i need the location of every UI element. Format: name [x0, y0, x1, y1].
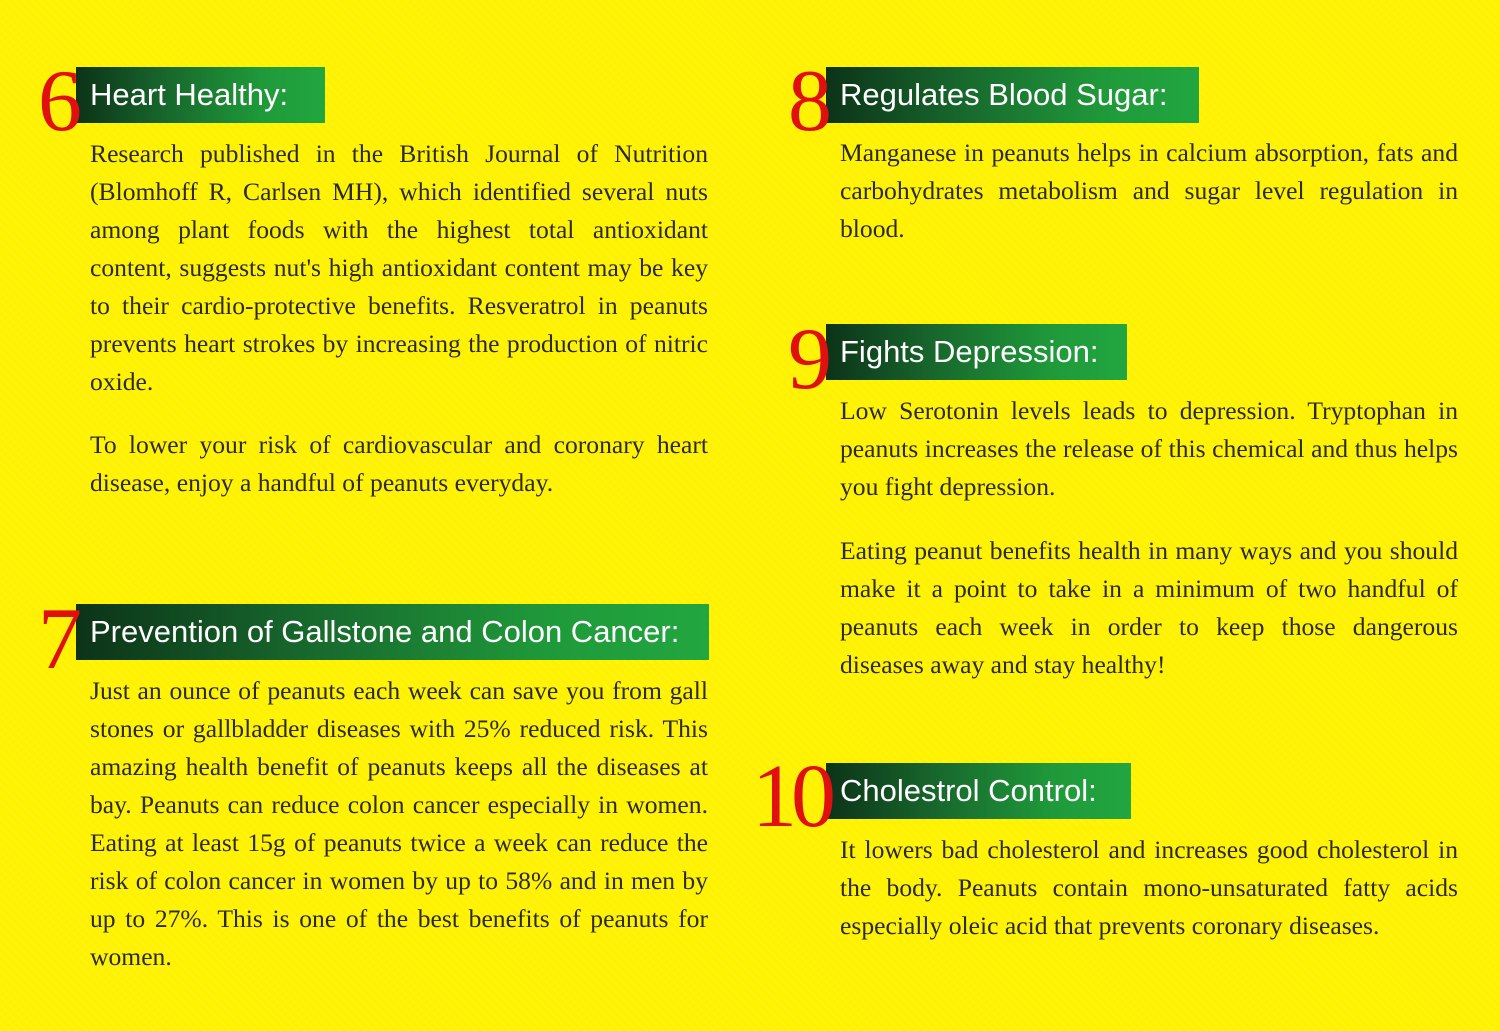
section-number: 8 — [788, 53, 826, 150]
section-paragraph: To lower your risk of cardiovascular and coronary heart disease, enjoy a handful of peanuts everyday. — [90, 430, 708, 497]
section-title-banner: Regulates Blood Sugar: — [826, 67, 1199, 123]
section-number: 10 — [752, 747, 830, 846]
section-number: 7 — [38, 591, 76, 688]
section-number: 6 — [38, 53, 76, 150]
section-number: 9 — [788, 311, 826, 408]
section-title-banner: Fights Depression: — [826, 324, 1127, 380]
section-paragraph: Manganese in peanuts helps in calcium absorption, fats and carbohydrates metabolism and sugar level regulation in blood. — [840, 138, 1458, 243]
section-paragraph: Eating peanut benefits health in many ways and you should make it a point to take in a minimum of two handful of peanuts each week in order to keep those dangerous diseases away and stay healthy! — [840, 536, 1458, 679]
section-paragraph: Research published in the British Journal of Nutrition (Blomhoff R, Carlsen MH), which identified several nuts among plant foods with the highest total antioxidant content, suggests nut's high antioxidant content may be key to their cardio-protective benefits. Resveratrol in peanuts prevents heart strokes by increasing the production of nitric oxide. — [90, 139, 708, 396]
section-paragraph: Low Serotonin levels leads to depression. Tryptophan in peanuts increases the release of this chemical and thus helps you fight depression. — [840, 396, 1458, 501]
section-paragraph: Just an ounce of peanuts each week can save you from gall stones or gallbladder diseases with 25% reduced risk. This amazing health benefit of peanuts keeps all the diseases at bay. Peanuts can reduce colon cancer especially in women. Eating at least 15g of peanuts twice a week can reduce the risk of colon cancer in women by up to 58% and in men by up to 27%. This is one of the best benefits of peanuts for women. — [90, 676, 708, 971]
section-title-banner: Prevention of Gallstone and Colon Cancer: — [76, 604, 709, 660]
section-title-banner: Cholestrol Control: — [826, 763, 1131, 819]
section-title-banner: Heart Healthy: — [76, 67, 325, 123]
section-paragraph: It lowers bad cholesterol and increases good cholesterol in the body. Peanuts contain mono-unsaturated fatty acids especially oleic acid that prevents coronary diseases. — [840, 835, 1458, 940]
